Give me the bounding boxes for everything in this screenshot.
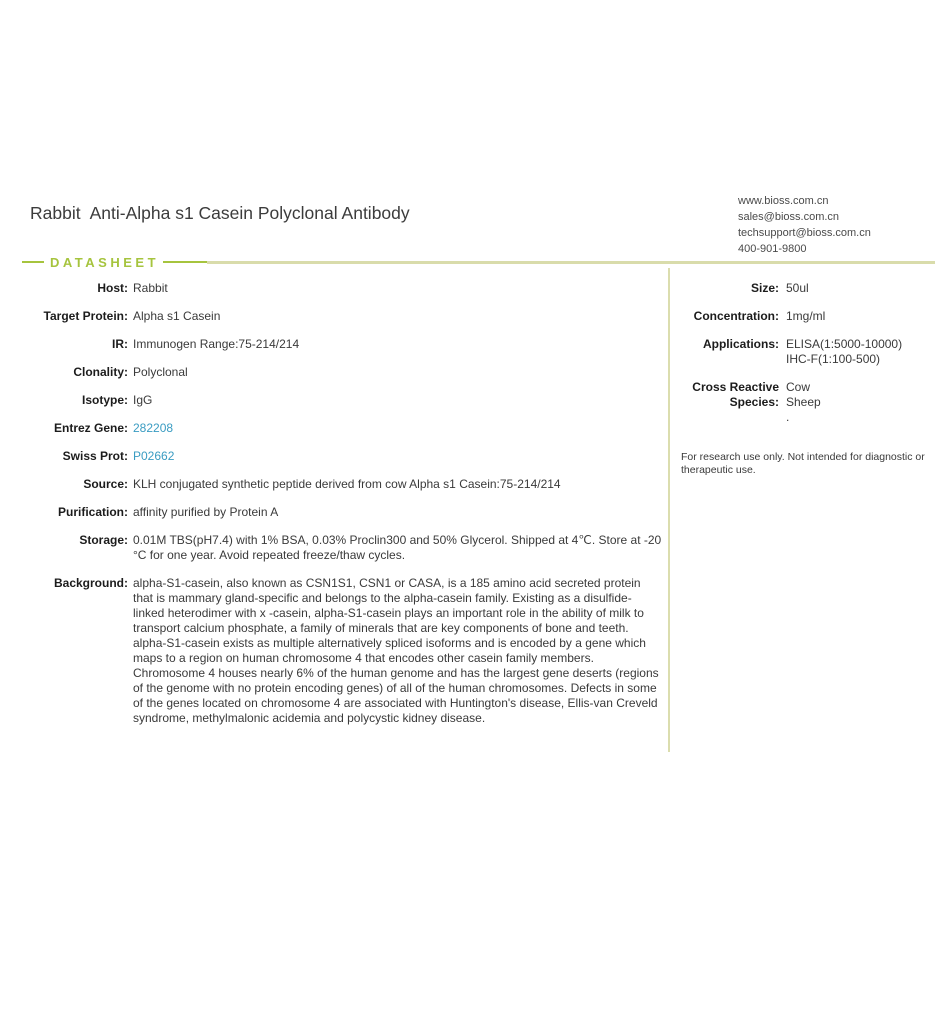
field-row-purification	[30, 505, 662, 520]
section-label: DATASHEET	[50, 254, 160, 270]
swiss-prot-link[interactable]: P02662	[133, 449, 175, 463]
field-value-size: 50ul	[786, 281, 809, 295]
field-row-isotype	[30, 393, 662, 408]
field-label-ir: IR:	[112, 337, 128, 351]
field-row-concentration	[675, 309, 935, 324]
datasheet-section-header	[22, 253, 935, 271]
field-label-storage: Storage:	[79, 533, 128, 547]
field-row-background	[30, 576, 662, 726]
horizontal-rule	[207, 261, 935, 264]
left-field-column	[30, 281, 662, 739]
field-value-source: KLH conjugated synthetic peptide derived from cow Alpha s1 Casein:75-214/214	[133, 477, 561, 491]
field-row-source	[30, 477, 662, 492]
cross-reactive-label-line2: Species:	[729, 395, 779, 409]
field-label-swiss-prot: Swiss Prot:	[62, 449, 128, 463]
title-rest: Anti-Alpha s1 Casein Polyclonal Antibody	[89, 203, 410, 223]
field-row-cross-reactive	[675, 380, 935, 425]
field-row-swiss-prot	[30, 449, 662, 464]
disclaimer-line1: For research use only. Not intended for diagnostic or	[681, 451, 925, 463]
field-value-storage: 0.01M TBS(pH7.4) with 1% BSA, 0.03% Proclin300 and 50% Glycerol. Shipped at 4℃. Store at -20 °C for one year. Avoid repeated freeze/thaw cycles.	[133, 533, 662, 562]
title-host: Rabbit	[30, 203, 81, 223]
field-value-background: alpha-S1-casein, also known as CSN1S1, CSN1 or CASA, is a 185 amino acid secreted protein that is mammary gland-specific and belongs to the alpha-casein family. Existing as a disulfide-linked heterodimer with x -casein, alpha-S1-casein plays an important role in the ability of milk to transport calcium phosphate, a family of minerals that are key components of bone and teeth. alpha-S1-casein exists as multiple alternatively spliced isoforms and is encoded by a gene which maps to a region on human chromosome 4 that encodes other casein family members. Chromosome 4 houses nearly 6% of the human genome and has the largest gene deserts (regions of the genome with no protein encoding genes) of all of the human chromosomes. Defects in some of the genes located on chromosome 4 are associated with Huntington's disease, Ellis-van Creveld syndrome, methylmalonic acidemia and polycystic kidney disease.	[133, 576, 659, 725]
field-row-entrez-gene	[30, 421, 662, 436]
field-label-isotype: Isotype:	[81, 393, 128, 407]
application-elisa: ELISA(1:5000-10000)	[786, 337, 903, 351]
page-title	[30, 203, 410, 224]
field-value-cross-reactive	[786, 380, 935, 425]
field-label-applications: Applications:	[702, 337, 779, 351]
field-label-purification: Purification:	[57, 505, 128, 519]
field-row-ir	[30, 337, 662, 352]
contact-website: www.bioss.com.cn	[738, 195, 829, 207]
rule-dash-right	[163, 261, 207, 263]
field-row-applications	[675, 337, 935, 367]
research-use-disclaimer	[681, 451, 935, 476]
field-label-cross-reactive	[675, 380, 786, 425]
field-value-clonality: Polyclonal	[133, 365, 188, 379]
field-label-clonality: Clonality:	[73, 365, 128, 379]
field-label-background: Background:	[53, 576, 128, 590]
contact-support-email: techsupport@bioss.com.cn	[738, 227, 871, 239]
field-label-concentration: Concentration:	[693, 309, 779, 323]
field-value-target-protein: Alpha s1 Casein	[133, 309, 221, 323]
field-label-source: Source:	[83, 477, 128, 491]
field-row-size	[675, 281, 935, 296]
field-value-purification: affinity purified by Protein A	[133, 505, 279, 519]
field-label-host: Host:	[97, 281, 128, 295]
cross-reactive-species-dot: .	[786, 410, 790, 424]
contact-block	[738, 193, 871, 257]
rule-dash-left	[22, 261, 44, 263]
cross-reactive-label-line1: Cross Reactive	[692, 380, 779, 394]
field-row-host	[30, 281, 662, 296]
field-value-host: Rabbit	[133, 281, 168, 295]
contact-phone: 400-901-9800	[738, 243, 807, 255]
field-value-applications	[786, 337, 935, 367]
application-ihc-f: IHC-F(1:100-500)	[786, 352, 881, 366]
field-row-clonality	[30, 365, 662, 380]
field-value-ir: Immunogen Range:75-214/214	[133, 337, 300, 351]
right-field-column	[675, 281, 935, 438]
field-row-target-protein	[30, 309, 662, 324]
contact-sales-email: sales@bioss.com.cn	[738, 211, 840, 223]
cross-reactive-species-sheep: Sheep	[786, 395, 821, 409]
field-value-isotype: IgG	[133, 393, 153, 407]
field-value-concentration: 1mg/ml	[786, 309, 826, 323]
field-label-size: Size:	[750, 281, 779, 295]
disclaimer-line2: therapeutic use.	[681, 463, 756, 476]
column-divider	[668, 268, 670, 752]
field-label-target-protein: Target Protein:	[43, 309, 128, 323]
field-label-entrez-gene: Entrez Gene:	[53, 421, 128, 435]
field-row-storage	[30, 533, 662, 563]
cross-reactive-species-cow: Cow	[786, 380, 811, 394]
entrez-gene-link[interactable]: 282208	[133, 421, 174, 435]
